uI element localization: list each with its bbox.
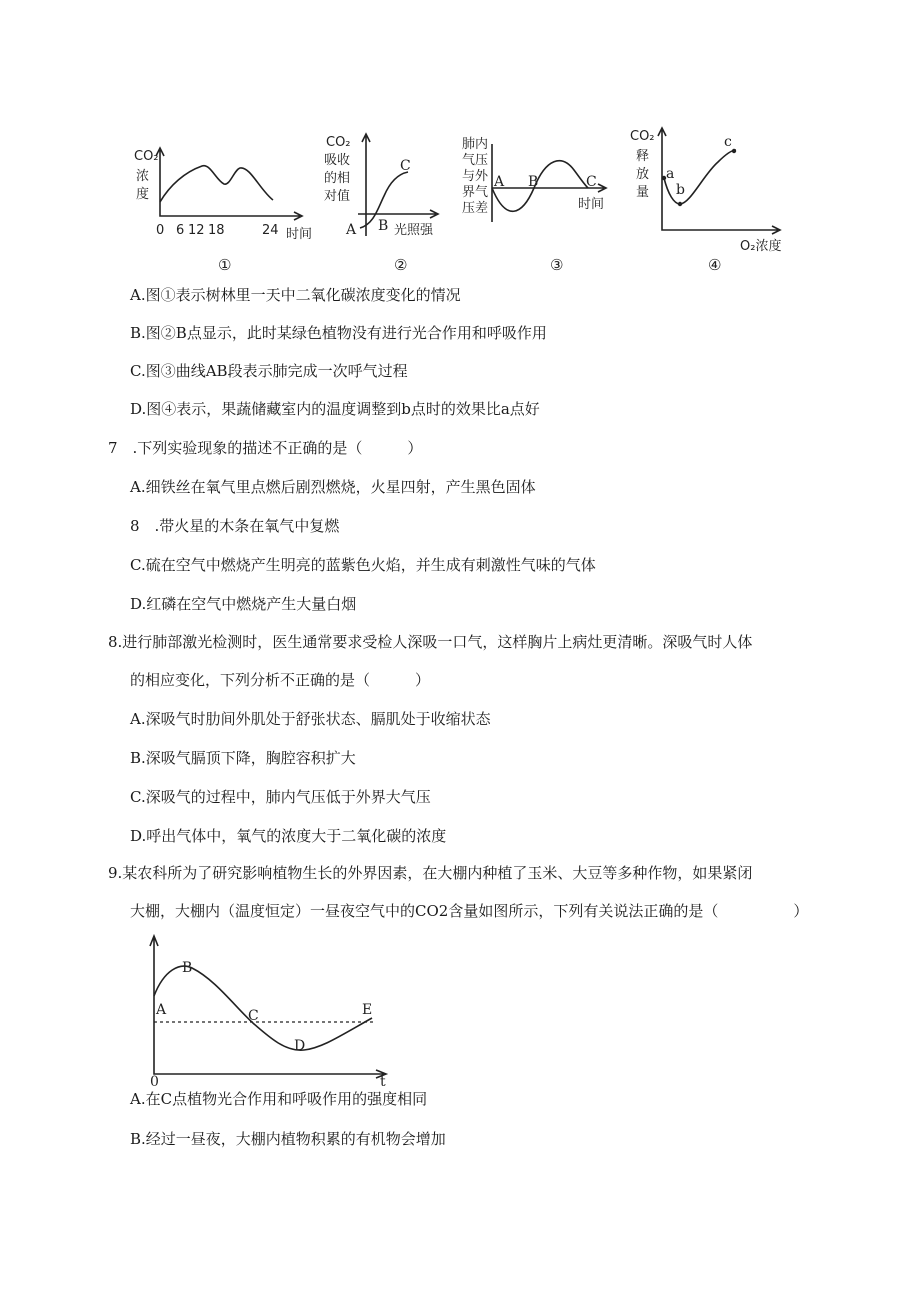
graph-1-curve — [160, 166, 273, 202]
q7-option-d: D.红磷在空气中燃烧产生大量白烟 — [130, 595, 357, 613]
graph-3-point-b: B — [528, 174, 539, 190]
q9-point-e: E — [362, 1002, 373, 1018]
q9-option-b: B.经过一昼夜，大棚内植物积累的有机物会增加 — [130, 1130, 446, 1148]
graph-3-point-a: A — [494, 174, 505, 190]
graph-1-xlabel: 时间 — [286, 227, 313, 242]
graph-4-xlabel: O₂浓度 — [740, 239, 782, 254]
graph-3-ylabel-4: 界气 — [462, 185, 489, 200]
graph-1-ylabel-3: 度 — [136, 187, 150, 202]
graph-3-curve — [492, 161, 588, 212]
q8-option-b: B.深吸气膈顶下降，胸腔容积扩大 — [130, 749, 356, 767]
graph-3-ylabel-2: 气压 — [462, 153, 489, 168]
graph-1-tick-24: 24 — [262, 223, 279, 238]
q9-origin: 0 — [150, 1074, 159, 1090]
graph-4 — [628, 126, 798, 274]
graph-2-point-c: C — [400, 158, 411, 174]
q8-stem-line-1: 8.进行肺部激光检测时，医生通常要求受检人深吸一口气，这样胸片上病灶更清晰。深吸气时人体 — [108, 633, 753, 651]
graph-3-ylabel-1: 肺内 — [462, 137, 489, 152]
graph-3 — [462, 126, 622, 274]
graph-1 — [130, 130, 330, 274]
q7-stem: 7 .下列实验现象的描述不正确的是（ ） — [108, 439, 423, 457]
q6-option-a: A.图①表示树林里一天中二氧化碳浓度变化的情况 — [130, 286, 461, 304]
graph-2 — [322, 126, 452, 274]
graph-2-caption: ② — [394, 256, 408, 274]
q9-point-d: D — [294, 1038, 306, 1054]
q9-xlabel: t — [380, 1074, 386, 1090]
graph-4-point-c: c — [724, 134, 732, 150]
graph-1-caption: ① — [218, 256, 232, 274]
graph-4-ylabel-2: 释 — [636, 149, 650, 164]
q8-option-d: D.呼出气体中，氧气的浓度大于二氧化碳的浓度 — [130, 827, 447, 845]
graph-4-ylabel-4: 量 — [636, 185, 650, 200]
q6-option-b: B.图②B点显示，此时某绿色植物没有进行光合作用和呼吸作用 — [130, 324, 547, 342]
graph-4-point-b: b — [676, 182, 685, 198]
graph-2-xlabel: 光照强 — [394, 223, 434, 238]
q9-graph-axes — [150, 936, 386, 1078]
q6-option-d: D.图④表示，果蔬储藏室内的温度调整到b点时的效果比a点好 — [130, 400, 540, 418]
graph-4-curve — [664, 150, 736, 204]
graph-2-ylabel-1: CO₂ — [326, 135, 351, 150]
graph-2-ylabel-2: 吸收 — [324, 153, 351, 168]
q8-option-c: C.深吸气的过程中，肺内气压低于外界大气压 — [130, 788, 431, 806]
graph-3-ylabel-3: 与外 — [462, 169, 489, 184]
q7-option-b: 8 .带火星的木条在氧气中复燃 — [130, 517, 340, 535]
graph-1-ylabel-1: CO₂ — [134, 149, 159, 164]
graph-4-ylabel-3: 放 — [636, 167, 650, 182]
graph-4-dot-c — [732, 149, 736, 153]
graph-3-xlabel: 时间 — [578, 197, 605, 212]
q9-stem-line-1: 9.某农科所为了研究影响植物生长的外界因素，在大棚内种植了玉米、大豆等多种作物，如果紧闭 — [108, 864, 753, 882]
graph-1-tick-6: 6 — [176, 223, 185, 238]
q9-point-a: A — [156, 1002, 167, 1018]
q9-graph-curve — [154, 966, 372, 1050]
q9-graph — [140, 928, 400, 1088]
graph-3-point-c: C — [586, 174, 597, 190]
graph-1-tick-0: 0 — [156, 223, 165, 238]
q8-option-a: A.深吸气时肋间外肌处于舒张状态、膈肌处于收缩状态 — [130, 710, 491, 728]
graph-3-ylabel-5: 压差 — [462, 201, 489, 216]
graph-4-point-a: a — [666, 166, 675, 182]
graph-1-axes — [156, 148, 302, 220]
graph-2-ylabel-4: 对值 — [324, 189, 351, 204]
q8-stem-line-2: 的相应变化，下列分析不正确的是（ ） — [130, 671, 431, 689]
graph-4-caption: ④ — [708, 256, 722, 274]
graph-2-ylabel-3: 的相 — [324, 171, 351, 186]
graph-4-dot-b — [678, 202, 682, 206]
q7-option-c: C.硫在空气中燃烧产生明亮的蓝紫色火焰，并生成有刺激性气味的气体 — [130, 556, 596, 574]
graph-1-tick-12: 12 — [188, 223, 205, 238]
q7-option-a: A.细铁丝在氧气里点燃后剧烈燃烧，火星四射，产生黑色固体 — [130, 478, 536, 496]
graph-4-ylabel-1: CO₂ — [630, 129, 655, 144]
graph-3-caption: ③ — [550, 256, 564, 274]
graph-4-axes — [658, 128, 780, 234]
q9-point-b: B — [182, 960, 193, 976]
q9-point-c: C — [248, 1008, 259, 1024]
graph-1-tick-18: 18 — [208, 223, 225, 238]
q9-option-a: A.在C点植物光合作用和呼吸作用的强度相同 — [130, 1090, 428, 1108]
q6-option-c: C.图③曲线AB段表示肺完成一次呼气过程 — [130, 362, 408, 380]
graph-2-point-a: A — [346, 222, 357, 238]
graph-1-ylabel-2: 浓 — [136, 169, 150, 184]
q9-stem-line-2: 大棚，大棚内（温度恒定）一昼夜空气中的CO2含量如图所示，下列有关说法正确的是（ ） — [130, 902, 809, 920]
graph-2-point-b: B — [378, 218, 389, 234]
